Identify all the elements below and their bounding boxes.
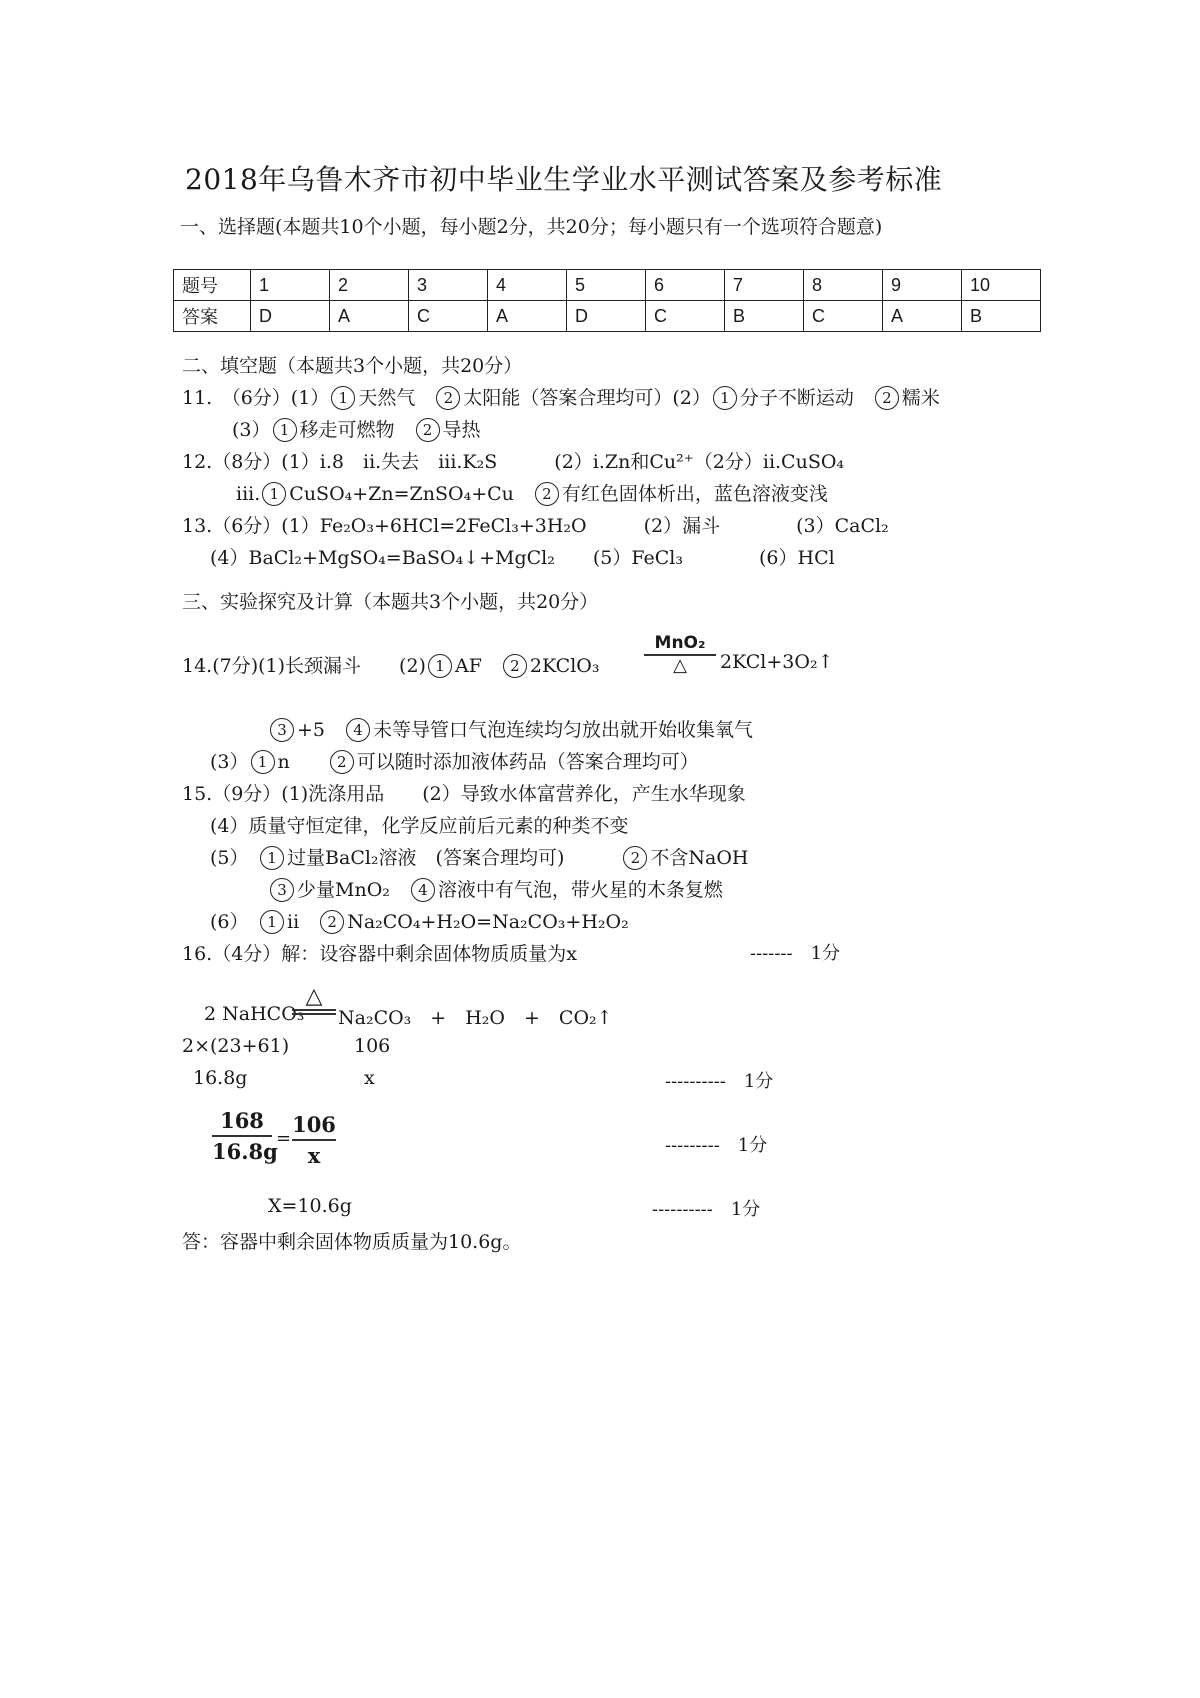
table-cell: 2	[330, 270, 409, 301]
q16-result: X=10.6g	[268, 1195, 352, 1217]
q15-line1: 15.（9分）(1)洗涤用品 (2）导致水体富营养化，产生水华现象	[182, 783, 746, 805]
q15-a5: ii	[287, 911, 300, 933]
circle-4-icon: 4	[411, 878, 435, 902]
q16-mass-val: 106	[354, 1035, 391, 1057]
q16-given: 16.8g	[193, 1067, 248, 1089]
section3-heading: 三、实验探究及计算（本题共3个小题，共20分）	[182, 591, 599, 613]
table-cell: 9	[883, 270, 962, 301]
q15-line3	[210, 843, 749, 870]
table-cell: C	[804, 301, 883, 332]
heat-triangle-icon: △	[673, 655, 687, 676]
table-row-numbers	[174, 270, 1041, 301]
q15-a3: 少量MnO₂	[297, 879, 390, 901]
circle-1-icon: 1	[262, 482, 286, 506]
q15-line5	[210, 907, 629, 934]
q14-a6: 可以随时添加液体药品（答案合理均可）	[356, 751, 699, 773]
score-mark: ---------- 1分	[652, 1199, 761, 1220]
table-cell: C	[409, 301, 488, 332]
table-cell: 6	[646, 270, 725, 301]
q14-line3-prefix: (3）	[210, 751, 249, 773]
answer-table	[173, 269, 1041, 332]
fraction-bar	[292, 1139, 336, 1141]
circle-2-icon: 2	[503, 654, 527, 678]
q15-line3-prefix: (5）	[210, 847, 240, 869]
table-cell: A	[488, 301, 567, 332]
score-mark: ---------- 1分	[665, 1071, 774, 1092]
table-cell: C	[646, 301, 725, 332]
circle-1-icon: 1	[713, 386, 737, 410]
q15-a2: 不含NaOH	[650, 847, 749, 869]
table-cell: 7	[725, 270, 804, 301]
table-cell: 5	[567, 270, 646, 301]
q16-eq-right: Na₂CO₃ + H₂O + CO₂↑	[338, 1007, 613, 1029]
reaction-arrow-line	[292, 1009, 336, 1011]
q14-a2-right: 2KCl+3O₂↑	[720, 651, 834, 673]
catalyst-label: MnO₂	[654, 633, 706, 653]
section2-heading: 二、填空题（本题共3个小题，共20分）	[182, 355, 523, 377]
heat-condition	[292, 986, 336, 1015]
q16-answer: 答：容器中剩余固体物质质量为10.6g。	[182, 1231, 522, 1253]
table-cell: B	[725, 301, 804, 332]
reaction-condition	[636, 633, 724, 675]
circle-1-icon: 1	[251, 750, 275, 774]
q12-line2-prefix: iii.	[236, 483, 261, 505]
circle-1-icon: 1	[260, 846, 284, 870]
circle-3-icon: 3	[270, 718, 294, 742]
q12-a2: 有红色固体析出，蓝色溶液变浅	[561, 483, 828, 505]
table-cell: 8	[804, 270, 883, 301]
q14-line3	[210, 747, 699, 774]
q14-a4: 未等导管口气泡连续均匀放出就开始收集氧气	[373, 719, 754, 741]
circle-2-icon: 2	[875, 386, 899, 410]
circle-1-icon: 1	[331, 386, 355, 410]
table-row-answers	[174, 301, 1041, 332]
ratio-right-numerator: 106	[292, 1112, 336, 1137]
table-cell: 4	[488, 270, 567, 301]
circle-1-icon: 1	[428, 654, 452, 678]
table-cell: B	[962, 301, 1041, 332]
q12-line1: 12.（8分）(1）i.8 ii.失去 iii.K₂S (2）i.Zn和Cu²⁺（2分）ii.CuSO₄	[182, 451, 845, 473]
q12-line2	[236, 479, 828, 506]
q11-a4: 糯米	[901, 387, 940, 409]
q15-line2: (4）质量守恒定律，化学反应前后元素的种类不变	[210, 815, 629, 837]
q11-a5: 移走可燃物	[299, 419, 395, 441]
q11-line2	[232, 415, 481, 442]
circle-3-icon: 3	[270, 878, 294, 902]
table-cell: A	[883, 301, 962, 332]
ratio-right-denominator: x	[307, 1143, 321, 1168]
section1-heading: 一、选择题(本题共10个小题，每小题2分，共20分；每小题只有一个选项符合题意)	[180, 216, 883, 238]
table-cell: D	[567, 301, 646, 332]
q14-a5: n	[277, 751, 290, 773]
table-cell: 10	[962, 270, 1041, 301]
q11-line2-prefix: (3）	[232, 419, 271, 441]
ratio-left	[212, 1108, 278, 1164]
ratio-right	[292, 1112, 336, 1168]
circle-2-icon: 2	[623, 846, 647, 870]
table-row-label: 答案	[174, 301, 251, 332]
q14-a2-left: 2KClO₃	[529, 655, 600, 677]
circle-2-icon: 2	[535, 482, 559, 506]
fraction-bar	[212, 1135, 272, 1137]
q16-eq-left: 2 NaHCO₃	[204, 1003, 305, 1025]
table-cell: A	[330, 301, 409, 332]
q14-a1: AF	[454, 655, 482, 677]
q15-line4	[268, 875, 723, 902]
q11-a1: 天然气	[358, 387, 416, 409]
circle-1-icon: 1	[260, 910, 284, 934]
q11-prefix: 11. （6分）(1）	[182, 387, 330, 409]
reaction-arrow-line	[292, 1013, 336, 1015]
ratio-left-denominator: 16.8g	[212, 1139, 278, 1164]
circle-2-icon: 2	[320, 910, 344, 934]
q11-a3: 分子不断运动	[739, 387, 854, 409]
q14-line1	[182, 651, 599, 678]
table-cell: 1	[251, 270, 330, 301]
table-row-label: 题号	[174, 270, 251, 301]
q11-line1	[182, 383, 940, 410]
q15-a6: Na₂CO₄+H₂O=Na₂CO₃+H₂O₂	[347, 911, 629, 933]
q13-line1: 13.（6分）(1）Fe₂O₃+6HCl=2FeCl₃+3H₂O (2）漏斗 (3）CaCl₂	[182, 515, 889, 537]
q12-a1: CuSO₄+Zn=ZnSO₄+Cu	[289, 483, 514, 505]
ratio-left-numerator: 168	[220, 1108, 264, 1133]
heat-triangle-icon: △	[305, 984, 323, 1009]
table-cell: D	[251, 301, 330, 332]
q14-line2	[268, 715, 753, 742]
q15-a4: 溶液中有气泡，带火星的木条复燃	[437, 879, 723, 901]
q16-mass-expr: 2×(23+61)	[182, 1035, 290, 1057]
page-title: 2018年乌鲁木齐市初中毕业生学业水平测试答案及参考标准	[185, 163, 943, 196]
circle-2-icon: 2	[436, 386, 460, 410]
q13-line2: (4）BaCl₂+MgSO₄=BaSO₄↓+MgCl₂ (5）FeCl₃ (6）HCl	[210, 547, 835, 569]
q11-a6: 导热	[442, 419, 481, 441]
equals-sign: =	[276, 1128, 292, 1149]
circle-2-icon: 2	[416, 418, 440, 442]
q14-a3: +5	[297, 719, 326, 741]
q15-line5-prefix: (6）	[210, 911, 240, 933]
table-cell: 3	[409, 270, 488, 301]
circle-2-icon: 2	[330, 750, 354, 774]
circle-1-icon: 1	[273, 418, 297, 442]
q16-line1: 16.（4分）解：设容器中剩余固体物质质量为x	[182, 943, 578, 965]
circle-4-icon: 4	[346, 718, 370, 742]
q14-prefix: 14.(7分)(1)长颈漏斗 (2)	[182, 655, 426, 677]
score-mark: ------- 1分	[750, 943, 841, 964]
q11-a2: 太阳能（答案合理均可）(2）	[463, 387, 711, 409]
q16-unknown: x	[364, 1067, 375, 1089]
q15-a1: 过量BaCl₂溶液 (答案合理均可)	[287, 847, 565, 869]
score-mark: --------- 1分	[665, 1135, 768, 1156]
